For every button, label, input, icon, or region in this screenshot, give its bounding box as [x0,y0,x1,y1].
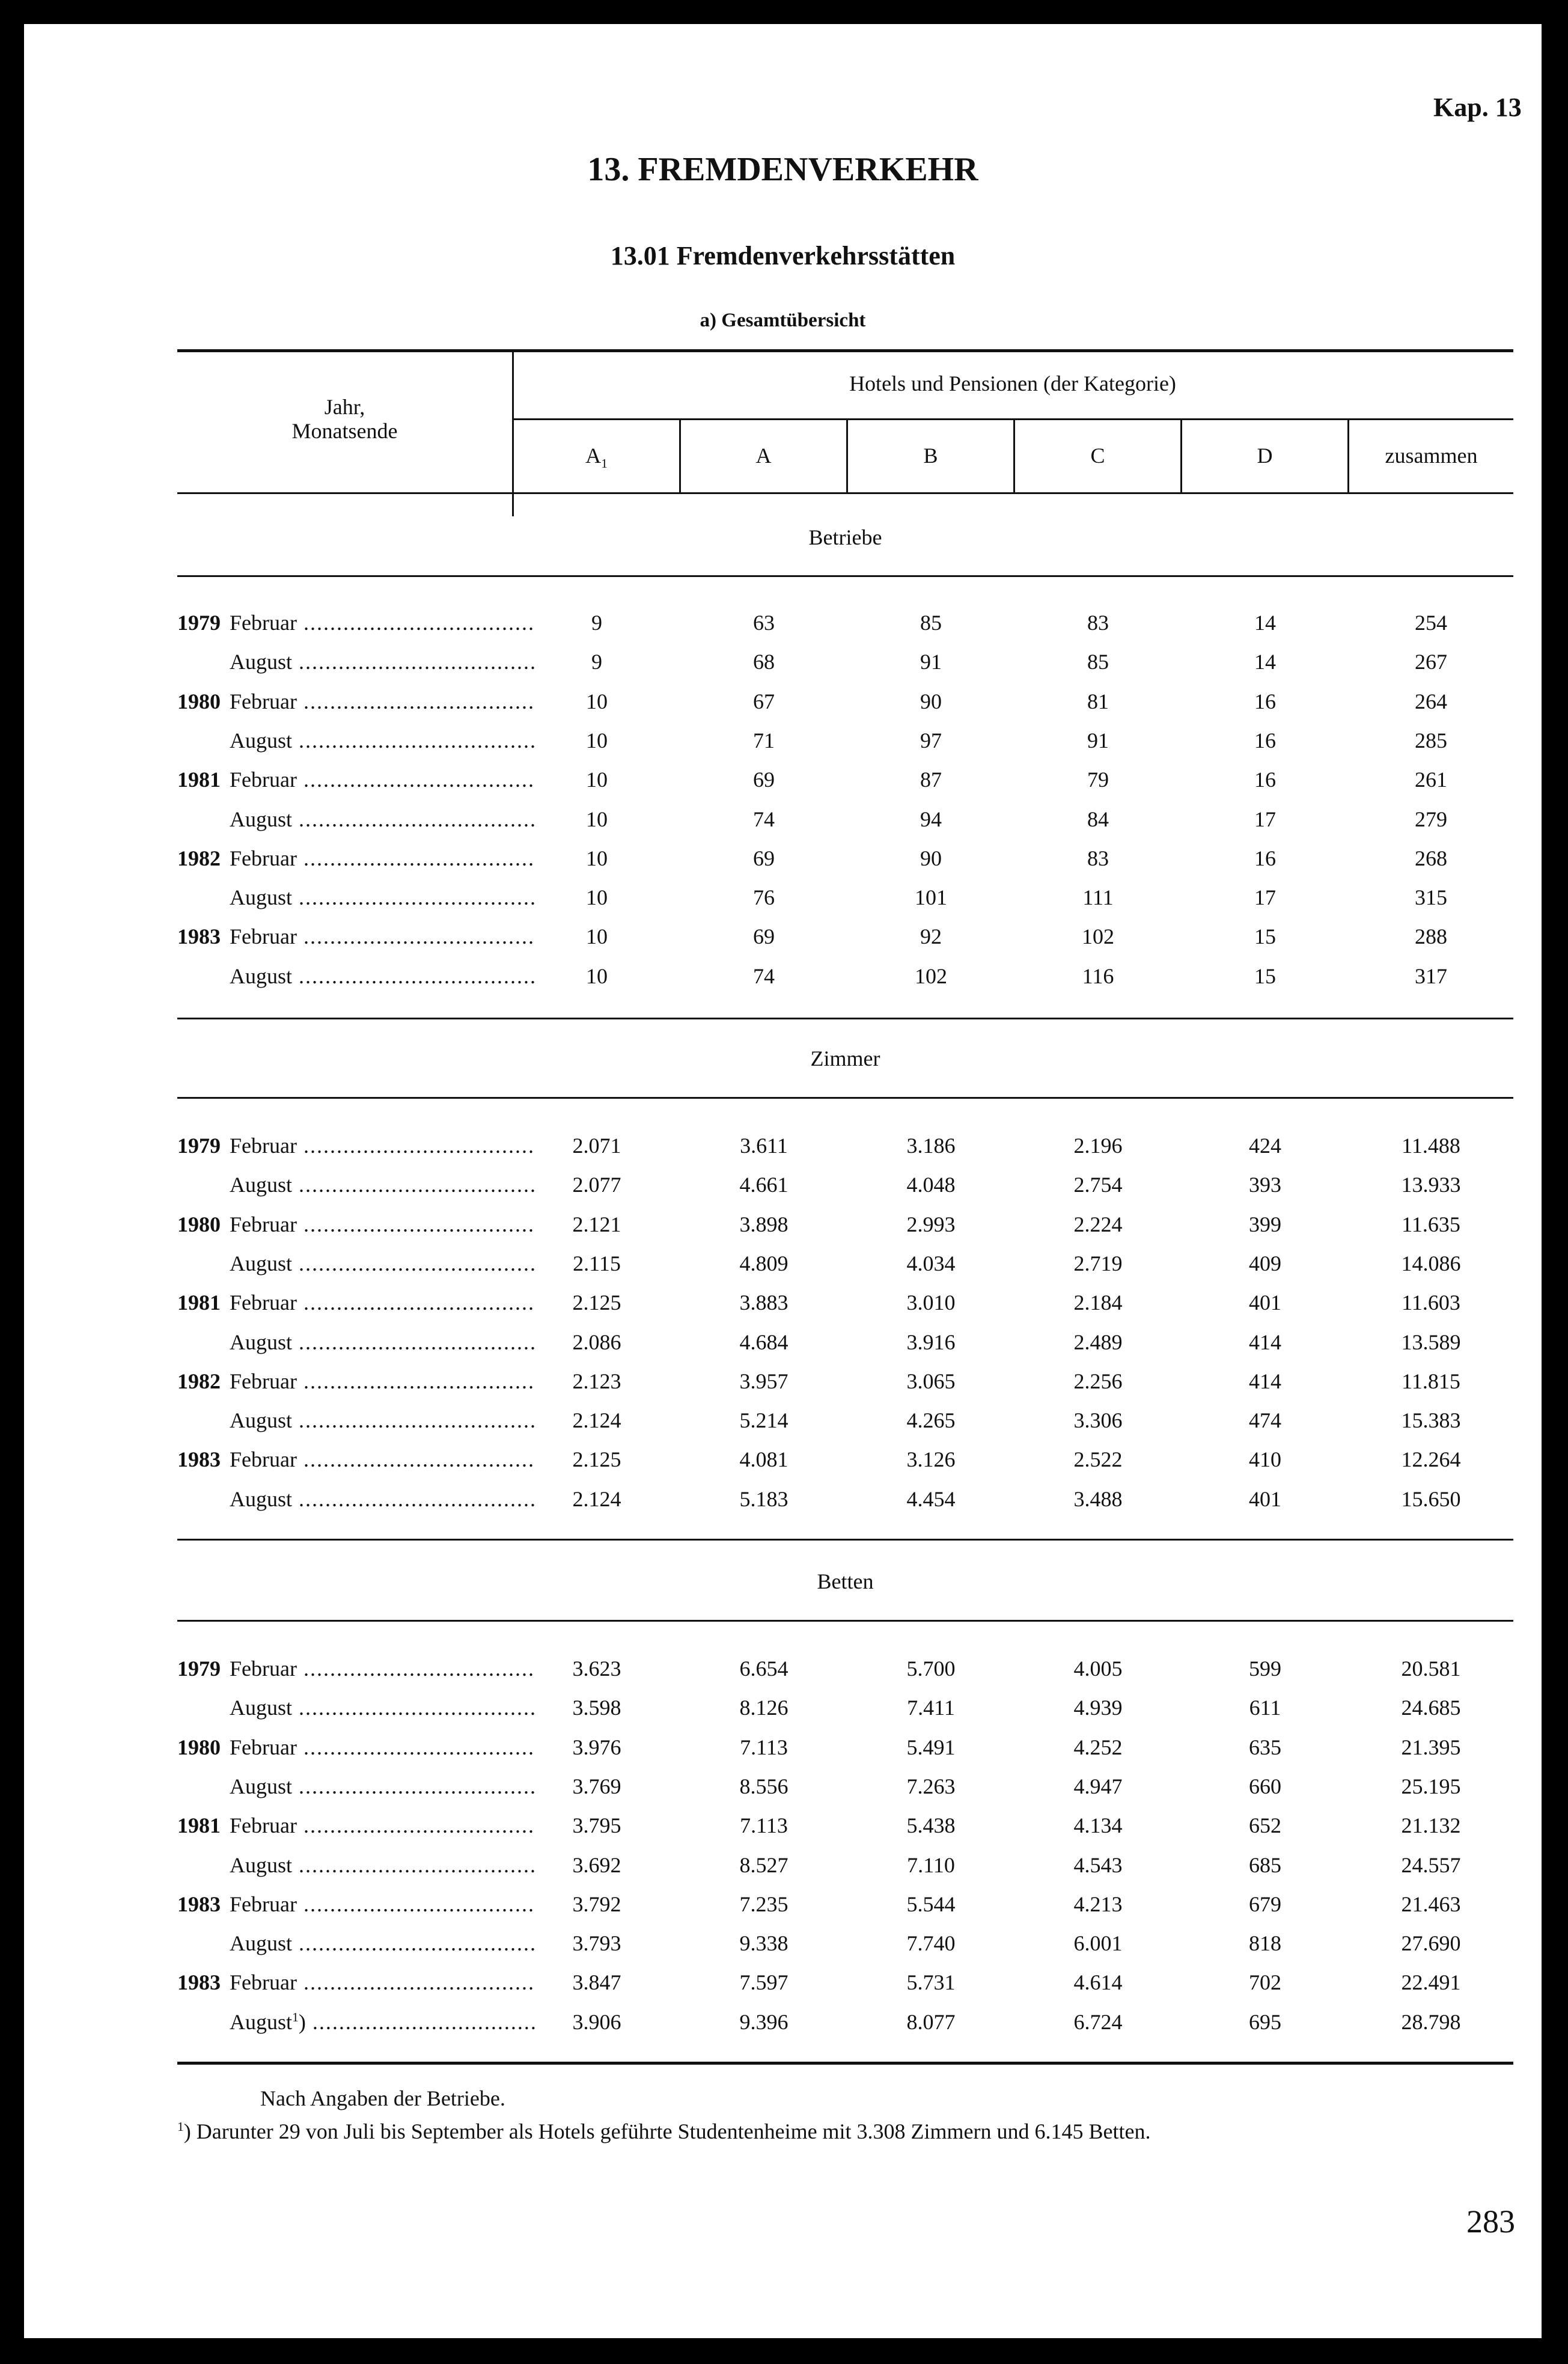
cell-d: 414 [1249,1369,1281,1393]
cell-d: 15 [1254,924,1276,949]
cell-c: 6.724 [1073,2009,1123,2034]
header-bottom-rule [177,492,1513,494]
row-month: August ..... [230,728,536,753]
cell-zusammen: 268 [1415,846,1447,870]
cell-b: 7.740 [906,1931,956,1956]
cell-b: 5.438 [906,1813,956,1838]
cell-b: 102 [915,964,947,988]
cell-d: 16 [1254,768,1276,792]
row-header: Jahr, Monatsende [291,395,398,443]
cell-a: 9.396 [739,2009,789,2034]
row-month: August ..... [230,1774,536,1799]
cell-zusammen: 21.132 [1401,1813,1461,1838]
row-month: Februar ..... [230,1813,536,1838]
group-header-rule [512,418,1513,420]
cell-a1: 10 [586,807,608,831]
cell-d: 410 [1249,1447,1281,1472]
cell-d: 702 [1249,1970,1281,1995]
row-month: Februar ..... [230,1892,536,1917]
cell-d: 424 [1249,1134,1281,1158]
cell-c: 111 [1082,885,1114,910]
cell-c: 2.256 [1073,1369,1123,1393]
cell-zusammen: 11.815 [1402,1369,1460,1393]
cell-a: 8.126 [739,1696,789,1720]
cell-c: 4.005 [1073,1657,1123,1681]
cell-a1: 3.906 [572,2009,621,2034]
document-page [24,24,1542,2338]
cell-a: 8.527 [739,1852,789,1877]
cell-zusammen: 24.557 [1401,1852,1461,1877]
cell-c: 85 [1087,650,1109,674]
table-row [24,1852,1542,1877]
cell-zusammen: 28.798 [1401,2009,1461,2034]
cell-c: 102 [1082,924,1114,949]
source-note: Nach Angaben der Betriebe. [260,2086,505,2110]
cell-b: 5.491 [906,1735,956,1759]
cell-a: 3.611 [740,1134,788,1158]
cell-zusammen: 317 [1415,964,1447,988]
cell-c: 79 [1087,768,1109,792]
cell-zusammen: 254 [1415,611,1447,635]
cell-zusammen: 15.383 [1401,1408,1461,1433]
row-year: 1982 [177,1369,221,1393]
cell-d: 599 [1249,1657,1281,1681]
cell-zusammen: 21.463 [1401,1892,1461,1916]
cell-c: 3.306 [1073,1408,1123,1433]
cell-a1: 2.125 [572,1290,621,1315]
table-row [24,767,1542,791]
cell-a1: 2.124 [572,1408,621,1433]
cell-d: 15 [1254,964,1276,988]
cell-a1: 10 [586,689,608,713]
cell-zusammen: 11.603 [1402,1290,1460,1315]
cell-a1: 2.125 [572,1447,621,1472]
cell-zusammen: 264 [1415,689,1447,713]
table-row [24,649,1542,673]
cell-d: 695 [1249,2009,1281,2034]
footnote-marker: 1 [292,2009,299,2024]
cell-a: 4.684 [739,1330,789,1354]
row-month: August ..... [230,1695,536,1720]
cell-a1: 9 [591,611,602,635]
cell-d: 393 [1249,1173,1281,1197]
row-year: 1983 [177,924,221,949]
cell-zusammen: 27.690 [1401,1931,1461,1956]
table-row [24,1369,1542,1393]
table-bottom-rule [177,2062,1513,2065]
cell-a1: 3.623 [572,1657,621,1681]
cell-d: 399 [1249,1212,1281,1236]
cell-c: 83 [1087,846,1109,870]
col-header-total: zusammen [1385,444,1478,468]
cell-c: 6.001 [1073,1931,1123,1956]
cell-c: 81 [1087,689,1109,713]
row-month: August ..... [230,1931,536,1956]
table-row [24,1931,1542,1955]
cell-c: 2.224 [1073,1212,1123,1236]
row-month: Februar ..... [230,1447,536,1472]
page-title: 13. FREMDENVERKEHR [587,151,978,188]
cell-a1: 3.598 [572,1696,621,1720]
cell-a: 7.113 [740,1735,788,1759]
row-month: August ..... [230,649,536,674]
table-row [24,1656,1542,1680]
table-row [24,728,1542,752]
cell-c: 2.754 [1073,1173,1123,1197]
cell-a1: 2.124 [572,1486,621,1511]
row-year: 1983 [177,1447,221,1472]
cell-a: 3.957 [739,1369,789,1393]
cell-b: 3.916 [906,1330,956,1354]
table-row [24,610,1542,634]
row-month: August$^1$) ..... [230,2009,536,2035]
cell-c: 84 [1087,807,1109,831]
cell-b: 3.010 [906,1290,956,1315]
row-year: 1981 [177,1813,221,1838]
row-month: August ..... [230,1486,536,1512]
cell-b: 8.077 [906,2009,956,2034]
row-year: 1979 [177,611,221,635]
row-year: 1982 [177,846,221,870]
cell-d: 409 [1249,1251,1281,1275]
row-month: Februar ..... [230,1133,536,1158]
row-year: 1981 [177,768,221,792]
cell-b: 90 [920,689,942,713]
cell-b: 4.454 [906,1486,956,1511]
row-year: 1980 [177,1735,221,1759]
cell-a: 69 [753,846,775,870]
cell-d: 16 [1254,689,1276,713]
row-month: Februar ..... [230,1290,536,1315]
cell-d: 14 [1254,611,1276,635]
cell-a1: 3.795 [572,1813,621,1838]
section-rule [177,1018,1513,1019]
table-row [24,1212,1542,1236]
cell-zusammen: 13.589 [1401,1330,1461,1354]
cell-a: 74 [753,807,775,831]
cell-a: 69 [753,924,775,949]
cell-a1: 3.847 [572,1970,621,1995]
cell-a: 7.597 [739,1970,789,1995]
cell-b: 3.126 [906,1447,956,1472]
table-row [24,1290,1542,1314]
col-header-c: C [1090,444,1105,468]
row-month: Februar ..... [230,1212,536,1237]
row-month: August ..... [230,1172,536,1197]
cell-d: 474 [1249,1408,1281,1433]
cell-a: 3.883 [739,1290,789,1315]
cell-c: 4.947 [1073,1774,1123,1798]
cell-b: 97 [920,728,942,753]
cell-a: 9.338 [739,1931,789,1956]
cell-d: 652 [1249,1813,1281,1838]
cell-a: 63 [753,611,775,635]
cell-a1: 10 [586,885,608,910]
cell-b: 91 [920,650,942,674]
table-row [24,1133,1542,1157]
cell-c: 3.488 [1073,1486,1123,1511]
cell-c: 2.522 [1073,1447,1123,1472]
cell-c: 4.134 [1073,1813,1123,1838]
cell-c: 4.614 [1073,1970,1123,1995]
section-rule [177,1097,1513,1099]
cell-zusammen: 11.635 [1402,1212,1460,1236]
table-row [24,1970,1542,1994]
cell-zusammen: 11.488 [1402,1134,1460,1158]
table-row [24,924,1542,948]
table-row [24,807,1542,831]
cell-b: 94 [920,807,942,831]
cell-d: 414 [1249,1330,1281,1354]
cell-a: 4.661 [739,1173,789,1197]
cell-a: 6.654 [739,1657,789,1681]
row-year: 1980 [177,689,221,713]
cell-d: 611 [1249,1696,1281,1720]
cell-b: 5.700 [906,1657,956,1681]
cell-b: 2.993 [906,1212,956,1236]
cell-zusammen: 12.264 [1401,1447,1461,1472]
cell-b: 7.110 [907,1852,955,1877]
cell-a1: 2.071 [572,1134,621,1158]
table-row [24,1892,1542,1916]
section-label-betriebe: Betriebe [808,525,882,549]
cell-a1: 2.121 [572,1212,621,1236]
cell-b: 90 [920,846,942,870]
table-row [24,689,1542,713]
cell-b: 4.048 [906,1173,956,1197]
row-year: 1983 [177,1892,221,1916]
cell-zusammen: 21.395 [1401,1735,1461,1759]
cell-d: 401 [1249,1486,1281,1511]
cell-a1: 3.692 [572,1852,621,1877]
cell-b: 101 [915,885,947,910]
cell-c: 4.543 [1073,1852,1123,1877]
row-month: Februar ..... [230,1970,536,1995]
table-row [24,885,1542,909]
cell-a: 3.898 [739,1212,789,1236]
row-year: 1981 [177,1290,221,1315]
cell-a1: 3.769 [572,1774,621,1798]
table-row [24,1172,1542,1196]
row-month: August ..... [230,1852,536,1878]
table-row [24,964,1542,988]
row-month: Februar ..... [230,924,536,949]
cell-d: 818 [1249,1931,1281,1956]
row-month: Februar ..... [230,767,536,792]
cell-a1: 2.086 [572,1330,621,1354]
cell-c: 4.213 [1073,1892,1123,1916]
cell-a: 7.235 [739,1892,789,1916]
cell-zusammen: 20.581 [1401,1657,1461,1681]
table-top-rule [177,349,1513,352]
cell-a1: 10 [586,728,608,753]
cell-b: 4.034 [906,1251,956,1275]
cell-c: 4.939 [1073,1696,1123,1720]
table-row [24,1251,1542,1275]
row-month: Februar ..... [230,1369,536,1394]
cell-b: 87 [920,768,942,792]
cell-a1: 3.976 [572,1735,621,1759]
row-month: August ..... [230,964,536,989]
cell-b: 5.544 [906,1892,956,1916]
table-row [24,1330,1542,1354]
cell-d: 635 [1249,1735,1281,1759]
cell-a1: 10 [586,964,608,988]
cell-d: 14 [1254,650,1276,674]
row-month: August ..... [230,807,536,832]
row-year: 1979 [177,1134,221,1158]
section-title: 13.01 Fremdenverkehrsstätten [610,241,956,270]
cell-b: 5.731 [906,1970,956,1995]
cell-zusammen: 14.086 [1401,1251,1461,1275]
cell-c: 91 [1087,728,1109,753]
cell-a1: 3.792 [572,1892,621,1916]
cell-a: 7.113 [740,1813,788,1838]
cell-d: 17 [1254,885,1276,910]
col-header-a: A [755,444,772,468]
cell-a: 8.556 [739,1774,789,1798]
row-month: August ..... [230,885,536,910]
cell-b: 7.411 [907,1696,955,1720]
section-rule [177,1620,1513,1622]
cell-c: 4.252 [1073,1735,1123,1759]
row-month: Februar ..... [230,610,536,635]
row-year: 1979 [177,1657,221,1681]
col-header-d: D [1257,444,1273,468]
row-month: August ..... [230,1251,536,1276]
section-label-betten: Betten [817,1569,874,1593]
row-month: Februar ..... [230,689,536,714]
cell-d: 679 [1249,1892,1281,1916]
cell-a1: 3.793 [572,1931,621,1956]
subsection-title: a) Gesamtübersicht [700,310,866,331]
cell-zusammen: 13.933 [1401,1173,1461,1197]
table-row [24,2009,1542,2033]
cell-zusammen: 22.491 [1401,1970,1461,1995]
cell-a: 74 [753,964,775,988]
table-row [24,1408,1542,1432]
section-label-zimmer: Zimmer [810,1046,880,1071]
cell-zusammen: 267 [1415,650,1447,674]
cell-a1: 10 [586,768,608,792]
footnote-1: $^1$) Darunter 29 von Juli bis September als Hotels geführte Studentenheime mit 3.308 Zimmern und 6.145 Betten. [177,2119,1151,2143]
table-row [24,1813,1542,1837]
col-header-b: B [923,444,938,468]
cell-a1: 10 [586,846,608,870]
row-month: Februar ..... [230,846,536,871]
cell-a: 68 [753,650,775,674]
table-row [24,1486,1542,1510]
section-rule [177,575,1513,577]
row-month: August ..... [230,1408,536,1433]
cell-a: 4.081 [739,1447,789,1472]
chapter-label: Kap. 13 [1433,93,1522,122]
cell-d: 16 [1254,846,1276,870]
cell-a1: 2.115 [573,1251,621,1275]
col-header-a1: $A_1$ [585,444,608,471]
cell-a: 5.183 [739,1486,789,1511]
cell-d: 17 [1254,807,1276,831]
row-month: Februar ..... [230,1656,536,1681]
row-year: 1980 [177,1212,221,1236]
cell-c: 2.719 [1073,1251,1123,1275]
cell-b: 92 [920,924,942,949]
cell-a: 5.214 [739,1408,789,1433]
row-year: 1983 [177,1970,221,1995]
cell-c: 83 [1087,611,1109,635]
cell-zusammen: 261 [1415,768,1447,792]
cell-zusammen: 285 [1415,728,1447,753]
cell-a1: 10 [586,924,608,949]
cell-zusammen: 288 [1415,924,1447,949]
group-header: Hotels und Pensionen (der Kategorie) [849,371,1176,396]
section-rule [177,1539,1513,1541]
cell-c: 2.184 [1073,1290,1123,1315]
cell-b: 7.263 [906,1774,956,1798]
cell-a1: 2.123 [572,1369,621,1393]
cell-a: 69 [753,768,775,792]
cell-d: 16 [1254,728,1276,753]
cell-c: 2.196 [1073,1134,1123,1158]
cell-b: 3.186 [906,1134,956,1158]
cell-a: 4.809 [739,1251,789,1275]
cell-zusammen: 25.195 [1401,1774,1461,1798]
row-month: Februar ..... [230,1735,536,1760]
table-row [24,1695,1542,1719]
cell-zusammen: 315 [1415,885,1447,910]
cell-c: 116 [1082,964,1114,988]
table-row [24,846,1542,870]
cell-a1: 9 [591,650,602,674]
cell-zusammen: 279 [1415,807,1447,831]
page-number: 283 [1466,2204,1515,2240]
cell-a1: 2.077 [572,1173,621,1197]
cell-zusammen: 24.685 [1401,1696,1461,1720]
table-row [24,1447,1542,1471]
row-month: August ..... [230,1330,536,1355]
cell-a: 76 [753,885,775,910]
table-row [24,1774,1542,1798]
cell-b: 4.265 [906,1408,956,1433]
cell-d: 660 [1249,1774,1281,1798]
cell-zusammen: 15.650 [1401,1486,1461,1511]
cell-c: 2.489 [1073,1330,1123,1354]
table-row [24,1735,1542,1759]
cell-b: 3.065 [906,1369,956,1393]
cell-d: 401 [1249,1290,1281,1315]
cell-a: 67 [753,689,775,713]
cell-d: 685 [1249,1852,1281,1877]
cell-a: 71 [753,728,775,753]
cell-b: 85 [920,611,942,635]
